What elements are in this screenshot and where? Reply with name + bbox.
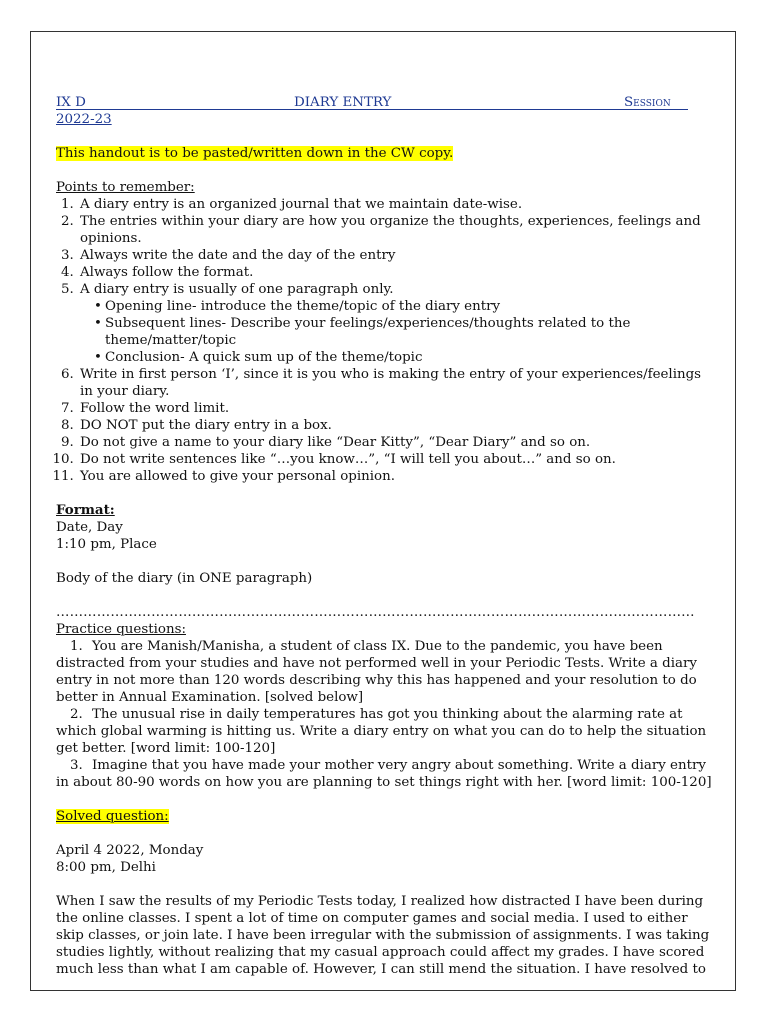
point-item: 4. Always follow the format.: [78, 264, 716, 281]
session-label: Session: [624, 95, 671, 110]
points-list: [56, 196, 716, 485]
solved-date: April 4 2022, Monday: [56, 843, 204, 858]
dotted-separator: ……………………………………………………………………………………………………………………………: [56, 605, 695, 620]
format-time-line: 1:10 pm, Place: [56, 537, 157, 552]
sub-point-item: • Conclusion- A quick sum up of the theme/topic: [94, 349, 716, 366]
points-heading: Points to remember:: [56, 180, 195, 195]
practice-question: [56, 638, 716, 706]
page-title: DIARY ENTRY: [294, 95, 392, 110]
point-item: 3. Always write the date and the day of the entry: [78, 247, 716, 264]
practice-question: [56, 706, 716, 757]
point-item: 7. Follow the word limit.: [78, 400, 716, 417]
handout-content: [56, 94, 716, 978]
question-text: Imagine that you have made your mother very angry about something. Write a diary entry in about 80-90 words on how you are planning to set things right with her. [word limit: 100-120]: [56, 758, 712, 790]
point-item: 9. Do not give a name to your diary like “Dear Kitty”, “Dear Diary” and so on.: [78, 434, 716, 451]
question-number: 3.: [70, 758, 83, 773]
header-row: [56, 94, 716, 111]
question-text: You are Manish/Manisha, a student of class IX. Due to the pandemic, you have been distracted from your studies and have not performed well in your Periodic Tests. Write a diary entry in not more than 120 words describing why this has happened and your resolution to do better in Annual Examination. [solved below]: [56, 639, 697, 705]
notice-text: This handout is to be pasted/written down in the CW copy.: [56, 146, 454, 161]
question-number: 2.: [70, 707, 83, 722]
point-item: [78, 281, 716, 366]
solved-heading-line: [56, 808, 716, 825]
point-item: 8. DO NOT put the diary entry in a box.: [78, 417, 716, 434]
point-item: 1. A diary entry is an organized journal that we maintain date-wise.: [78, 196, 716, 213]
class-label: IX D: [56, 95, 86, 110]
point-item-text: A diary entry is usually of one paragraph only.: [80, 282, 394, 297]
header-underline: [56, 109, 688, 110]
sub-point-item: • Opening line- introduce the theme/topic of the diary entry: [94, 298, 716, 315]
point-item: 11. You are allowed to give your personal opinion.: [78, 468, 716, 485]
notice-line: [56, 145, 716, 162]
solved-heading: Solved question:: [56, 809, 169, 824]
point-item: 10. Do not write sentences like “…you know…”, “I will tell you about…” and so on.: [78, 451, 716, 468]
question-number: 1.: [70, 639, 83, 654]
point-item: 6. Write in first person ‘I’, since it is you who is making the entry of your experiences/feelings in your diary.: [78, 366, 716, 400]
solved-body: When I saw the results of my Periodic Tests today, I realized how distracted I have been during the online classes. I spent a lot of time on computer games and social media. I used to either skip classes, or join late. I have been irregular with the submission of assignments. I was taking studies lightly, without realizing that my casual approach could affect my grades. I have scored much less than what I am capable of. However, I can still mend the situation. I have resolved to: [56, 894, 710, 977]
sub-points-list: [80, 298, 716, 366]
sub-point-item: • Subsequent lines- Describe your feelings/experiences/thoughts related to the theme/matter/topic: [94, 315, 716, 349]
practice-heading: Practice questions:: [56, 622, 186, 637]
solved-time-place: 8:00 pm, Delhi: [56, 860, 156, 875]
question-text: The unusual rise in daily temperatures has got you thinking about the alarming rate at which global warming is hitting us. Write a diary entry on what you can do to help the situation get better. [word limit: 100-120]: [56, 707, 707, 756]
session-year: 2022-23: [56, 112, 112, 127]
point-item: 2. The entries within your diary are how you organize the thoughts, experiences, feelings and opinions.: [78, 213, 716, 247]
format-date-line: Date, Day: [56, 520, 123, 535]
format-body-line: Body of the diary (in ONE paragraph): [56, 571, 313, 586]
format-heading: Format:: [56, 502, 115, 518]
handout-page: [30, 31, 736, 991]
practice-question: [56, 757, 716, 791]
